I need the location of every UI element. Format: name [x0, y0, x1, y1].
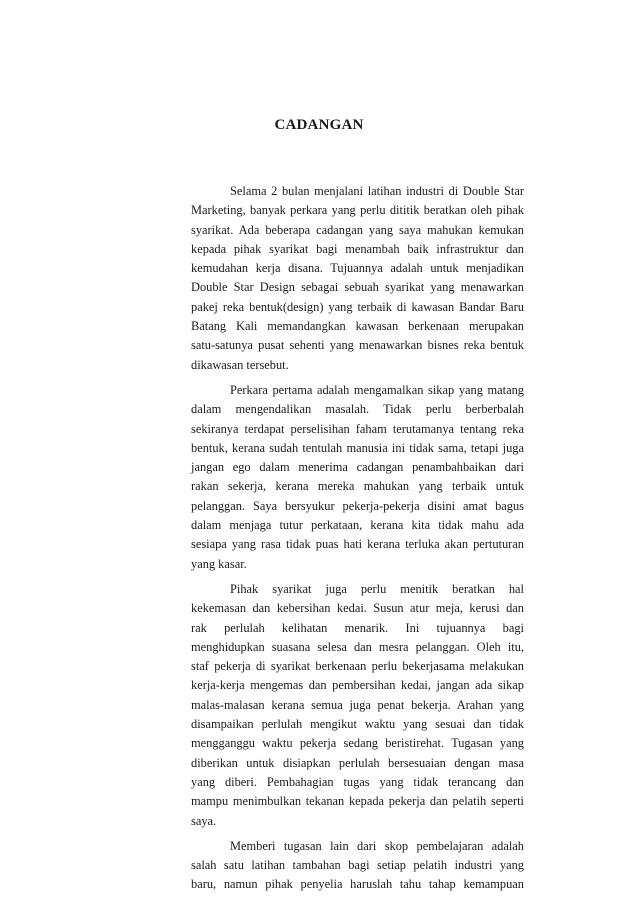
text-line: Memberi tugasan lain dari skop pembelajaran adalah [230, 838, 524, 853]
page-title: CADANGAN [274, 117, 364, 133]
text-line: jangan ego dalam menerima cadangan penambahbaikan dari [191, 460, 524, 475]
text-line: pakej reka bentuk(design) yang terbaik di kawasan Bandar Baru [191, 299, 524, 314]
text-line: Double Star Design sebagai sebuah syarikat yang menawarkan [191, 280, 524, 295]
document-body [191, 182, 524, 895]
text-line: rakan sekerja, kerana mereka mahukan yang terbaik untuk [191, 479, 524, 494]
text-line: menghidupkan suasana selesa dan mesra pelanggan. Oleh itu, [191, 639, 524, 654]
text-line: yang kasar. [191, 556, 247, 571]
text-line: salah satu latihan tambahan bagi setiap pelatih industri yang [191, 858, 524, 873]
text-line: dalam mengendalikan masalah. Tidak perlu berberbalah [191, 402, 524, 417]
text-line: dalam menjaga tutur perkataan, kerana kita tidak mahu ada [191, 518, 524, 533]
text-line: disampaikan perlulah mengikut waktu yang sesuai dan tidak [191, 717, 524, 732]
text-line: bentuk, kerana sudah tentulah manusia ini tidak sama, tetapi juga [191, 440, 524, 455]
text-line: rak perlulah kelihatan menarik. Ini tujuannya bagi [191, 620, 524, 635]
text-line: staf pekerja di syarikat berkenaan perlu bekerjasama melakukan [191, 659, 524, 674]
text-line: mampu menimbulkan tekanan kepada pekerja dan pelatih seperti [191, 794, 524, 809]
paragraph-3 [191, 580, 524, 831]
paragraph-4 [191, 837, 524, 895]
text-line: satu-satunya pusat sehenti yang menawarkan bisnes reka bentuk [191, 338, 524, 353]
text-line: sesiapa yang rasa tidak puas hati kerana terluka akan pertuturan [191, 537, 524, 552]
text-line: syarikat. Ada beberapa cadangan yang saya mahukan kemukan [191, 222, 524, 237]
text-line: dikawasan tersebut. [191, 357, 289, 372]
text-line: Batang Kali memandangkan kawasan berkenaan merupakan [191, 319, 524, 334]
text-line: Marketing, banyak perkara yang perlu dititik beratkan oleh pihak [191, 203, 524, 218]
text-line: kemudahan kerja disana. Tujuannya adalah untuk menjadikan [191, 261, 524, 276]
paragraph-2 [191, 381, 524, 574]
text-line: diberikan untuk disiapkan perlulah bersesuaian dengan masa [191, 755, 524, 770]
text-line: mengganggu waktu pekerja sedang beristirehat. Tugasan yang [191, 736, 524, 751]
text-line: yang diberi. Pembahagian tugas yang tidak terancang dan [191, 774, 524, 789]
text-line: Pihak syarikat juga perlu menitik beratkan hal [230, 581, 524, 596]
text-line: baru, namun pihak penyelia haruslah tahu tahap kemampuan [191, 877, 524, 892]
paragraph-1 [191, 182, 524, 375]
text-line: kepada pihak syarikat bagi menambah baik infrastruktur dan [191, 241, 524, 256]
text-line: saya. [191, 813, 217, 828]
text-line: malas-malasan kerana semua juga penat bekerja. Arahan yang [191, 697, 524, 712]
text-line: Selama 2 bulan menjalani latihan industri di Double Star [230, 184, 524, 198]
text-line: pelanggan. Saya bersyukur pekerja-pekerja disini amat bagus [191, 498, 524, 513]
text-line: sekiranya terdapat perselisihan faham terutamanya tentang reka [191, 421, 524, 436]
text-line: Perkara pertama adalah mengamalkan sikap yang matang [230, 382, 524, 397]
text-line: kerja-kerja mengemas dan pembersihan kedai, jangan ada sikap [191, 678, 524, 693]
text-line: kekemasan dan kebersihan kedai. Susun atur meja, kerusi dan [191, 601, 524, 616]
